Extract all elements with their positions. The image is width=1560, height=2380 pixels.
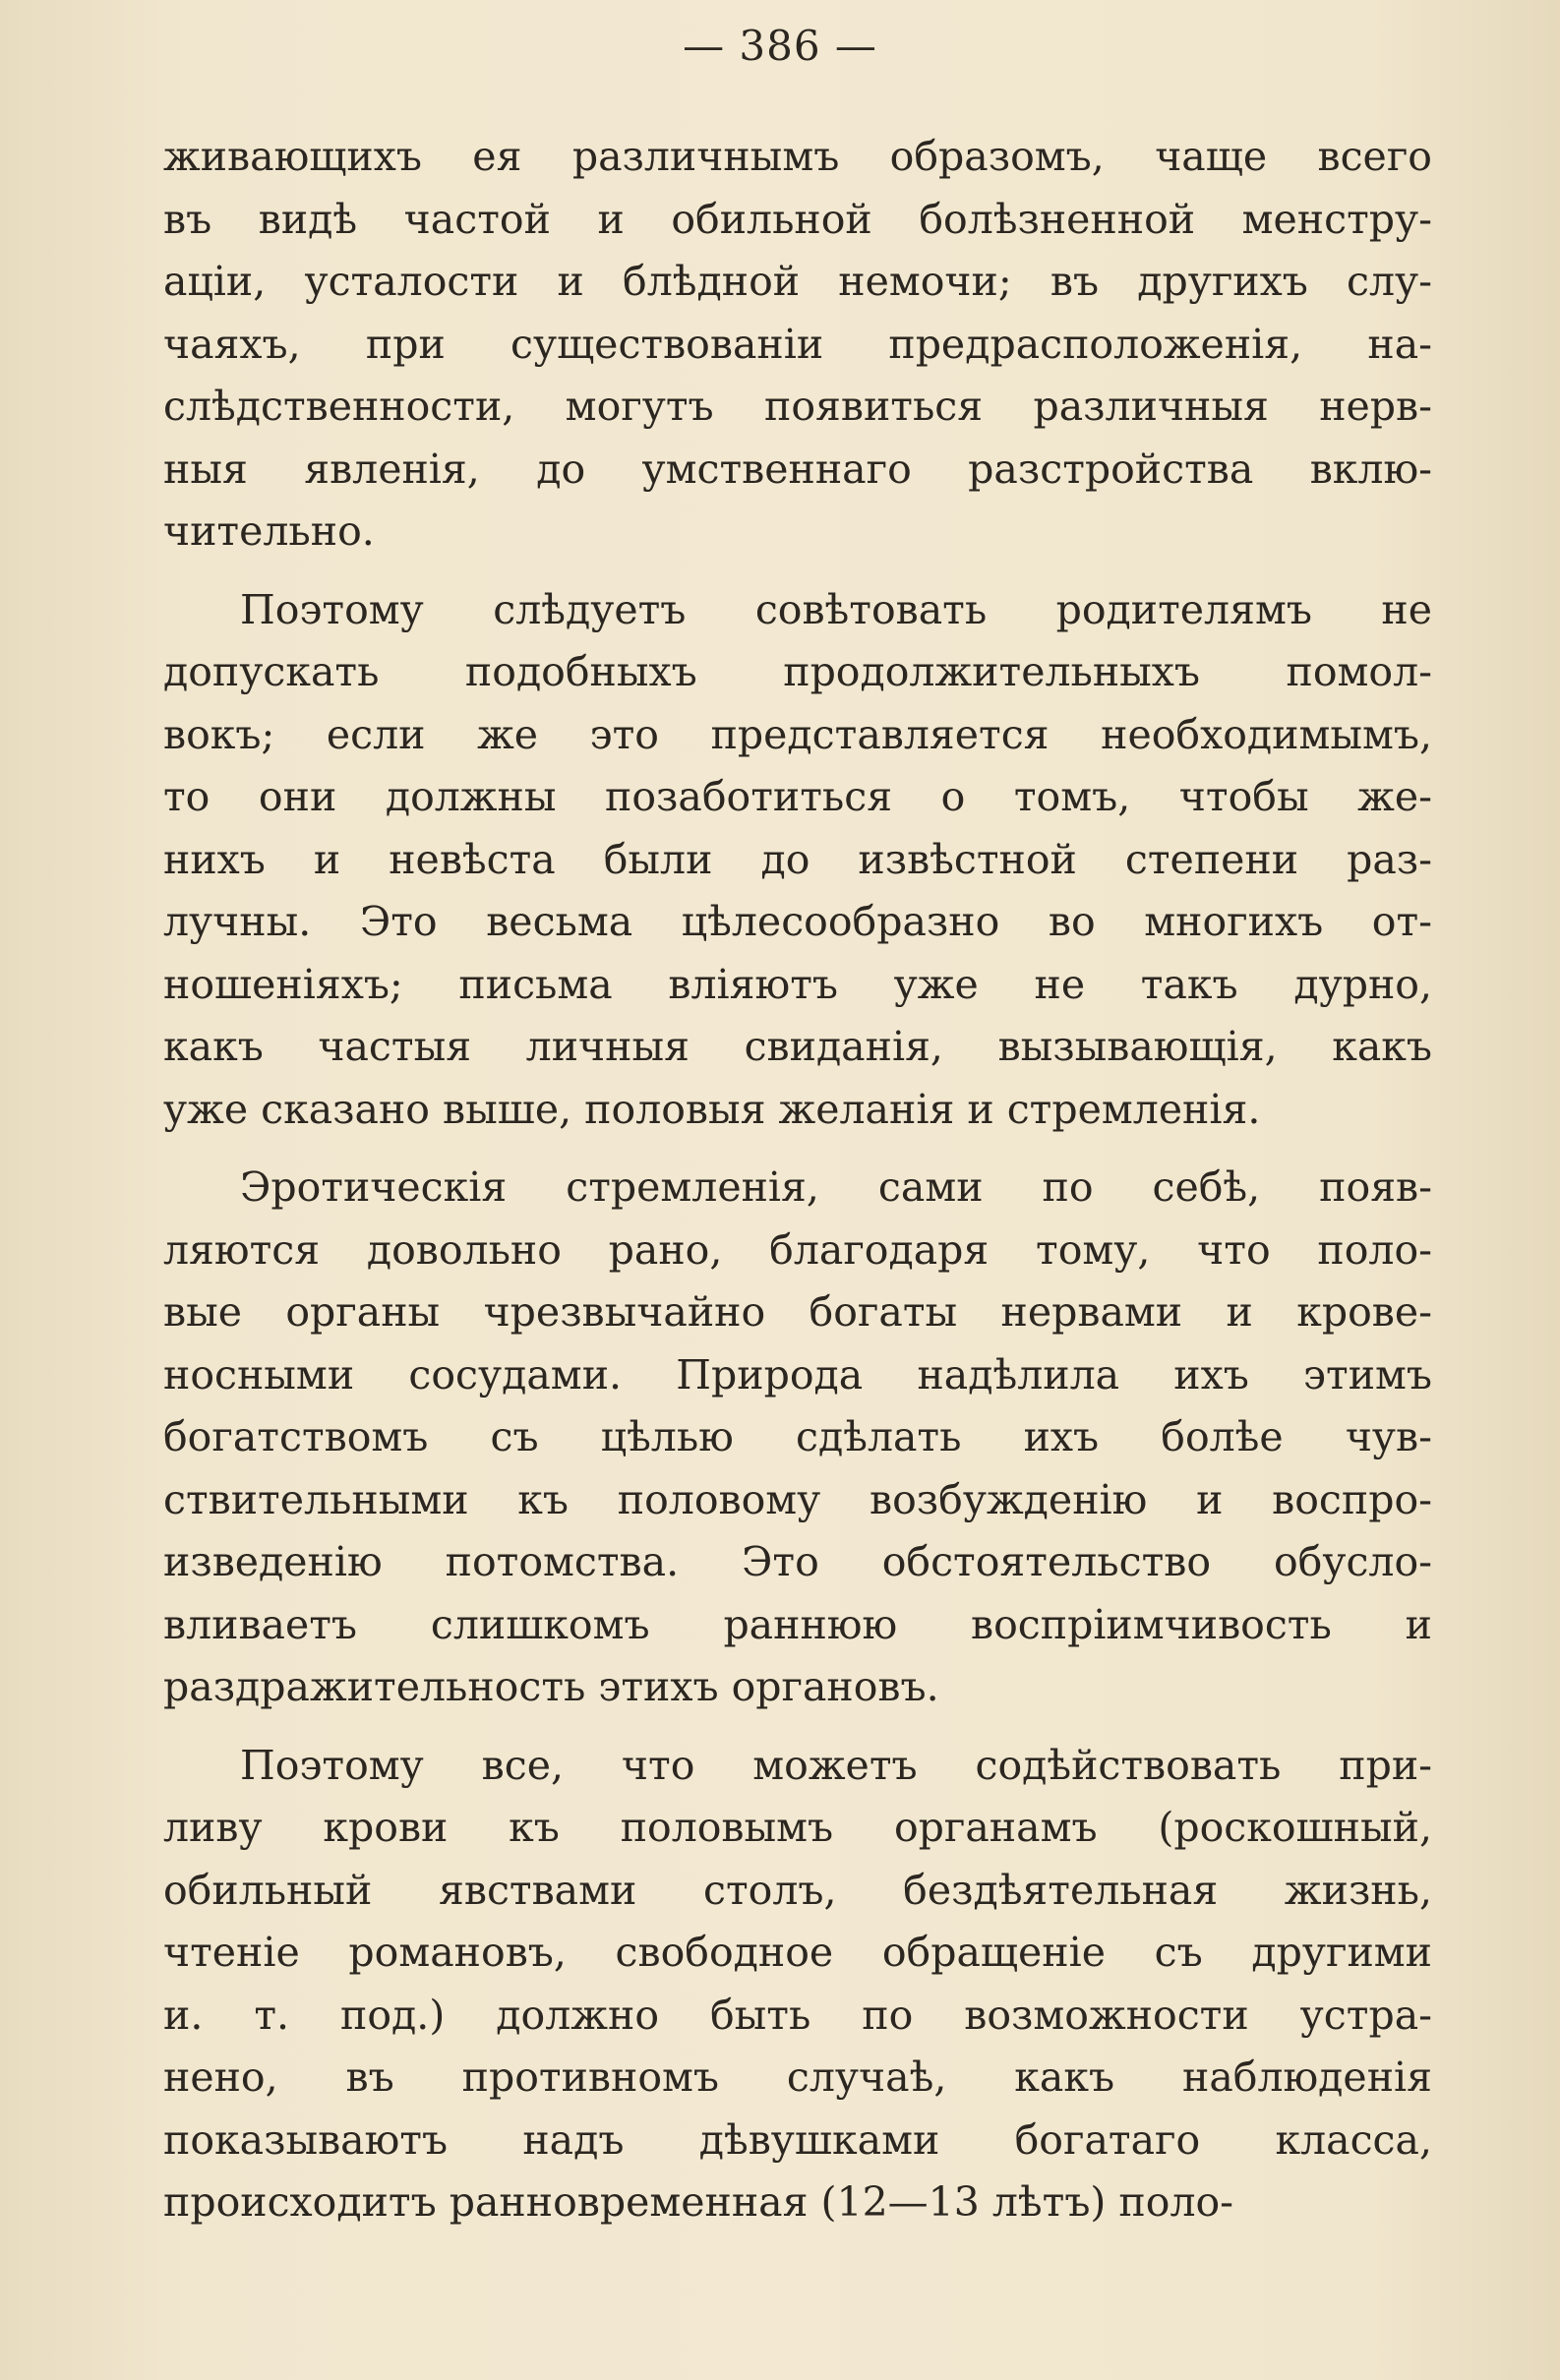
text-line: ствительными къ половому возбужденію и воспро- — [163, 1475, 1432, 1523]
text-line: слѣдственности, могутъ появиться различныя нерв- — [163, 383, 1432, 430]
text-line: Эротическія стремленія, сами по себѣ, появ- — [240, 1163, 1432, 1211]
paragraph-gap — [163, 1719, 1432, 1735]
text-line: чтеніе романовъ, свободное обращеніе съ другими — [163, 1929, 1432, 1976]
page-number: — 386 — — [683, 22, 877, 70]
text-line: аціи, усталости и блѣдной немочи; въ другихъ слу- — [163, 258, 1432, 305]
text-line: происходитъ ранновременная (12—13 лѣтъ) поло- — [163, 2178, 1234, 2226]
text-line: богатствомъ съ цѣлью сдѣлать ихъ болѣе чув- — [163, 1413, 1432, 1460]
text-line: чаяхъ, при существованіи предрасположенія, на- — [163, 320, 1432, 368]
paragraph — [163, 126, 1432, 564]
paragraph — [163, 579, 1432, 1142]
paragraph — [163, 1157, 1432, 1719]
paragraph — [163, 1735, 1432, 2234]
text-line: ливу крови къ половымъ органамъ (роскошный, — [163, 1804, 1432, 1851]
text-line: изведенію потомства. Это обстоятельство обусло- — [163, 1538, 1432, 1585]
paragraph-gap — [163, 1141, 1432, 1157]
paragraph-gap — [163, 564, 1432, 579]
text-line: то они должны позаботиться о томъ, чтобы же- — [163, 773, 1432, 820]
text-line: чительно. — [163, 507, 375, 555]
text-line: обильный явствами столъ, бездѣятельная жизнь, — [163, 1866, 1432, 1914]
text-line: живающихъ ея различнымъ образомъ, чаще всего — [163, 133, 1432, 180]
text-line: Поэтому слѣдуетъ совѣтовать родителямъ не — [240, 585, 1432, 633]
text-line: ляются довольно рано, благодаря тому, что поло- — [163, 1225, 1432, 1274]
text-line: вокъ; если же это представляется необходимымъ, — [163, 710, 1432, 758]
text-line: въ видѣ частой и обильной болѣзненной менстру- — [163, 195, 1432, 243]
text-line: уже сказано выше, половыя желанія и стремленія. — [163, 1085, 1261, 1133]
text-line: ныя явленія, до умственнаго разстройства вклю- — [163, 445, 1432, 493]
body-text — [163, 126, 1432, 2234]
text-line: нихъ и невѣста были до извѣстной степени раз- — [163, 835, 1432, 883]
text-line: Поэтому все, что можетъ содѣйствовать при- — [240, 1741, 1432, 1789]
text-line: какъ частыя личныя свиданія, вызывающія, какъ — [163, 1023, 1432, 1070]
text-line: допускать подобныхъ продолжительныхъ помол- — [163, 648, 1432, 695]
text-line: лучны. Это весьма цѣлесообразно во многихъ от- — [163, 898, 1432, 945]
text-line: и. т. под.) должно быть по возможности устра- — [163, 1991, 1432, 2039]
text-line: носными сосудами. Природа надѣлила ихъ этимъ — [163, 1350, 1432, 1398]
text-line: вливаетъ слишкомъ раннюю воспріимчивость и — [163, 1600, 1432, 1648]
text-line: нено, въ противномъ случаѣ, какъ наблюденія — [163, 2053, 1432, 2101]
text-line: ношеніяхъ; письма вліяютъ уже не такъ дурно, — [163, 960, 1432, 1008]
text-line: раздражительность этихъ органовъ. — [163, 1663, 939, 1710]
text-line: вые органы чрезвычайно богаты нервами и крове- — [163, 1288, 1432, 1336]
text-line: показываютъ надъ дѣвушками богатаго класса, — [163, 2115, 1432, 2164]
